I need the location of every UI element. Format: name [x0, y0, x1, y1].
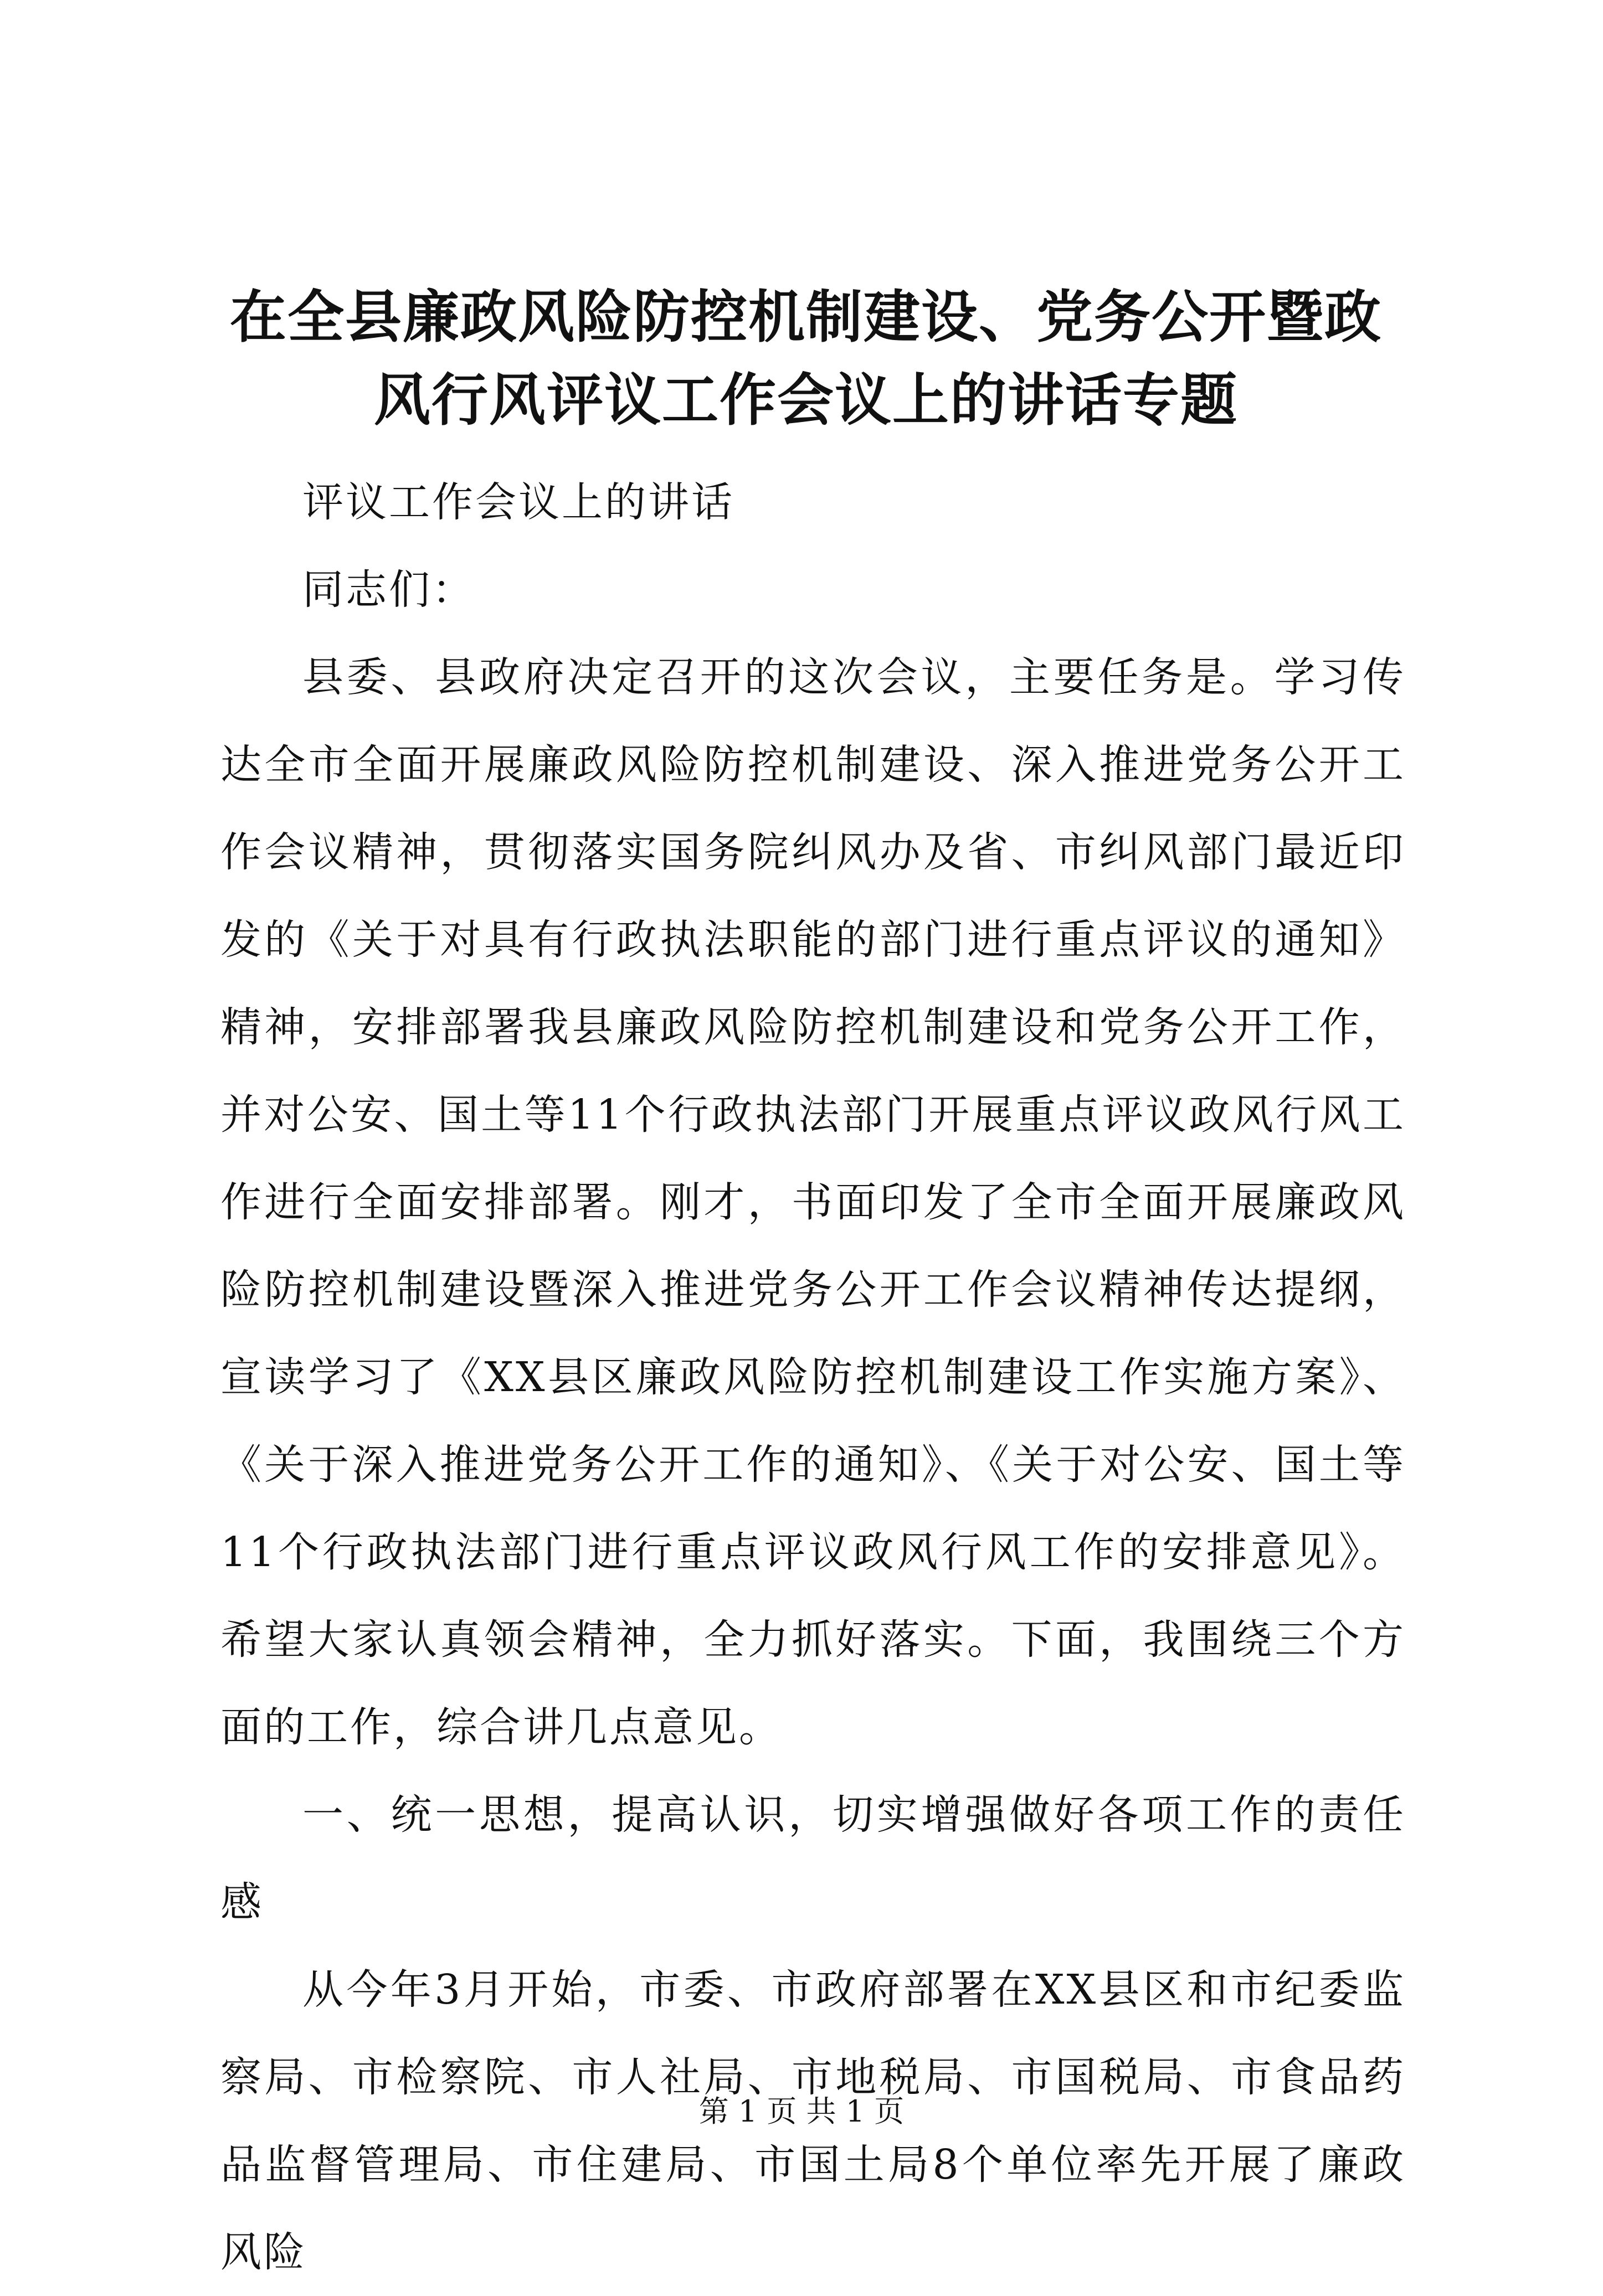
paragraph-section-1: 从今年3月开始，市委、市政府部署在XX县区和市纪委监察局、市检察院、市人社局、市地税局、市国税局、市食品药品监督管理局、市住建局、市国土局8个单位率先开展了廉政风险 [220, 1966, 1406, 2276]
paragraph-subtitle: 评议工作会议上的讲话 [302, 478, 734, 526]
section-heading-1: 一、统一思想，提高认识，切实增强做好各项工作的责任感 [220, 1791, 1406, 1926]
document-title [210, 276, 1401, 442]
paragraph-intro: 县委、县政府决定召开的这次会议，主要任务是。学习传达全市全面开展廉政风险防控机制建设、深入推进党务公开工作会议精神，贯彻落实国务院纠风办及省、市纠风部门最近印发的《关于对具有行政执法职能的部门进行重点评议的通知》精神，安排部署我县廉政风险防控机制建设和党务公开工作，并对公安、国土等11个行政执法部门开展重点评议政风行风工作进行全面安排部署。刚才，书面印发了全市全面开展廉政风险防控机制建设暨深入推进党务公开工作会议精神传达提纲，宣读学习了《XX县区廉政风险防控机制建设工作实施方案》、《关于深入推进党务公开工作的通知》、《关于对公安、国土等11个行政执法部门进行重点评议政风行风工作的安排意见》。希望大家认真领会精神，全力抓好落实。下面，我围绕三个方面的工作，综合讲几点意见。 [220, 653, 1406, 1751]
title-line-2: 风行风评议工作会议上的讲话专题 [374, 367, 1238, 434]
document-body [220, 459, 1406, 2296]
title-line-1: 在全县廉政风险防控机制建设、党务公开暨政 [230, 284, 1382, 351]
page-footer: 第 1 页 共 1 页 [698, 2094, 905, 2129]
paragraph-salutation: 同志们： [302, 566, 475, 614]
